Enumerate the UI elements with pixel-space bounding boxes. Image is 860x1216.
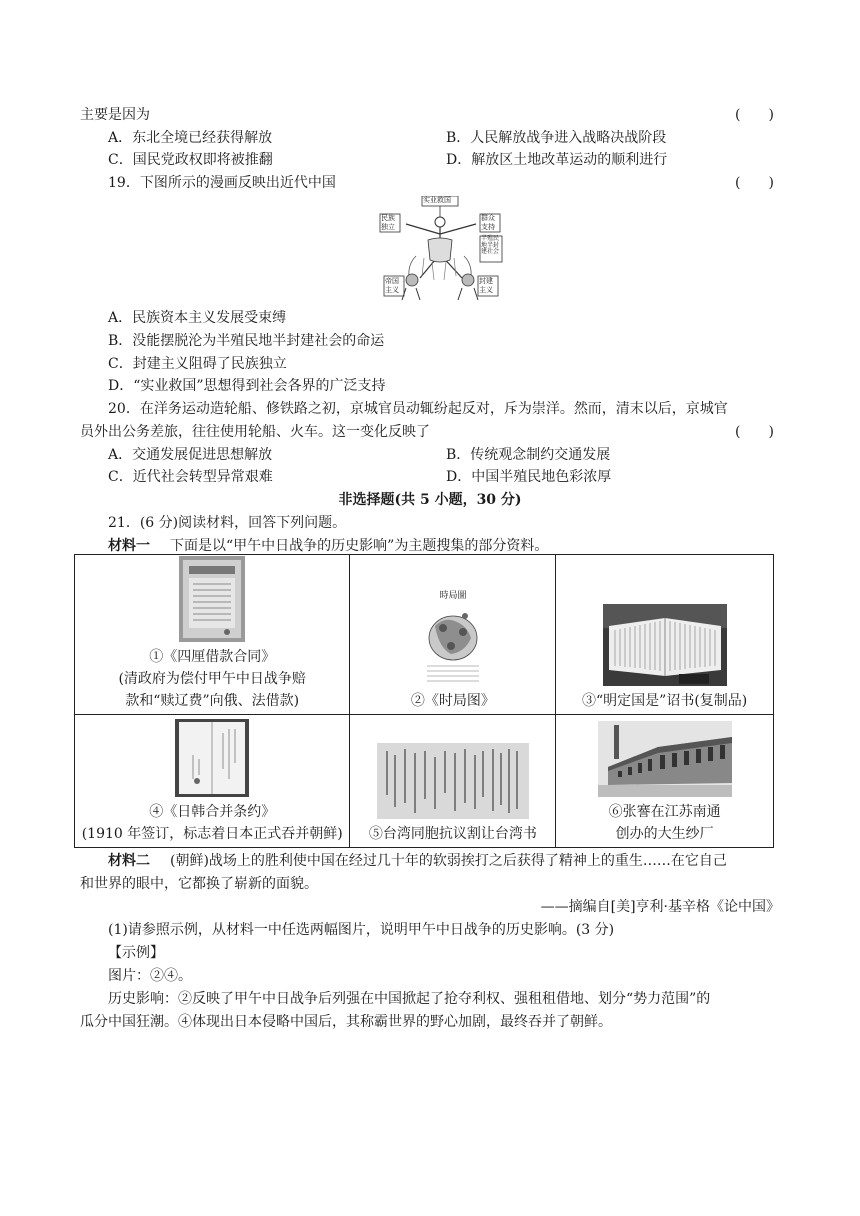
q19-option-b: B．没能摆脱沦为半殖民地半封建社会的命运 [108,333,385,349]
example-label: 【示例】 [108,945,164,961]
section-title: 非选择题(共 5 小题，30 分) [338,492,522,508]
q20-option-c: C．近代社会转型异常艰难 [108,469,273,485]
cartoon-label-right-bottom: 封建主义 [479,277,493,294]
q18-option-b: B．人民解放战争进入战略决战阶段 [446,130,667,146]
edict-book-image [603,604,727,686]
cell-shiju-map [350,555,556,715]
shiju-map-title: 時局圖 [439,591,467,601]
material1-label: 材料一 [108,538,150,554]
cell-edict [556,555,774,715]
cell5-caption: ⑤台湾同胞抗议割让台湾书 [368,826,537,842]
cell4-caption-line2: (1910 年签订，标志着日本正式吞并朝鲜) [81,826,343,842]
q20-option-b: B．传统观念制约交通发展 [446,447,611,463]
cell-taiwan-protest [350,715,556,848]
cell1-caption-line2: (清政府为偿付甲午中日战争赔 [118,671,306,687]
q20-answer-paren: ( ) [735,424,774,440]
q19-option-a: A．民族资本主义发展受束缚 [108,310,287,326]
q19-cartoon [376,196,504,304]
cartoon-label-top: 实业救国 [423,196,451,204]
q18-option-a: A．东北全境已经获得解放 [108,130,273,146]
cell-dasheng-mill [556,715,774,848]
q18-option-d: D．解放区土地改革运动的顺利进行 [446,152,668,168]
q21-stem: 21．(6 分)阅读材料，回答下列问题。 [108,515,347,531]
cell-loan-contract [75,555,350,715]
material2-source: ——摘编自[美]亨利·基辛格《论中国》 [540,899,780,915]
dasheng-mill-image [598,721,732,797]
example-pics: 图片：②④。 [108,968,192,984]
cell3-caption: ③“明定国是”诏书(复制品) [582,693,748,709]
cartoon-label-right-top: 群众支持 [481,214,495,231]
q18-answer-paren: ( ) [735,107,774,123]
q20-stem-line2: 员外出公务差旅，往往使用轮船、火车。这一变化反映了 [80,424,430,440]
q20-option-d: D．中国半殖民地色彩浓厚 [446,469,612,485]
material2-label: 材料二 [108,853,150,869]
cell6-caption-line1: ⑥张謇在江苏南通 [608,804,721,820]
q18-stem-tail: 主要是因为 [80,107,150,123]
q18-option-c: C．国民党政权即将被推翻 [108,152,273,168]
material2-line2: 和世界的眼中，它都换了崭新的面貌。 [80,876,318,892]
cell2-caption: ②《时局图》 [410,693,495,709]
cell1-caption-line3: 款和“赎辽费”向俄、法借款) [125,693,300,709]
q21-sub1: (1)请参照示例，从材料一中任选两幅图片，说明甲午中日战争的历史影响。(3 分) [108,922,615,938]
taiwan-protest-image [377,743,529,819]
q19-stem: 19．下图所示的漫画反映出近代中国 [108,175,336,191]
cartoon-label-left-bottom: 帝国主义 [385,277,399,294]
treaty-image [175,719,249,797]
q20-stem-line1: 20．在洋务运动造轮船、修铁路之初，京城官员动辄纷起反对，斥为崇洋。然而，清末以后，京城官 [108,401,728,417]
loan-contract-image [179,556,245,642]
material1-text: 下面是以“甲午中日战争的历史影响”为主题搜集的部分资料。 [170,538,549,554]
cell1-caption-line1: ①《四厘借款合同》 [149,649,276,665]
q20-option-a: A．交通发展促进思想解放 [108,447,273,463]
cell-japan-korea-treaty [75,715,350,848]
cartoon-label-left-top: 民族独立 [381,214,395,231]
material2-line1: (朝鲜)战场上的胜利使中国在经过几十年的软弱挨打之后获得了精神上的重生……在它自己 [170,853,727,869]
cell6-caption-line2: 创办的大生纱厂 [615,826,714,842]
example-effect-line2: 瓜分中国狂潮。④体现出日本侵略中国后，其称霸世界的野心加剧，最终吞并了朝鲜。 [80,1014,612,1030]
cell4-caption-line1: ④《日韩合并条约》 [149,804,276,820]
cartoon-label-right-mid: 半殖民地半封建社会 [481,235,500,255]
material1-table [74,554,774,848]
q19-option-c: C．封建主义阻碍了民族独立 [108,356,287,372]
example-effect-line1: 历史影响：②反映了甲午中日战争后列强在中国掀起了抢夺利权、强租租借地、划分“势力范围”的 [108,991,711,1007]
q19-option-d: D．“实业救国”思想得到社会各界的广泛支持 [108,378,386,394]
shiju-map-image [421,586,485,686]
q19-answer-paren: ( ) [735,175,774,191]
